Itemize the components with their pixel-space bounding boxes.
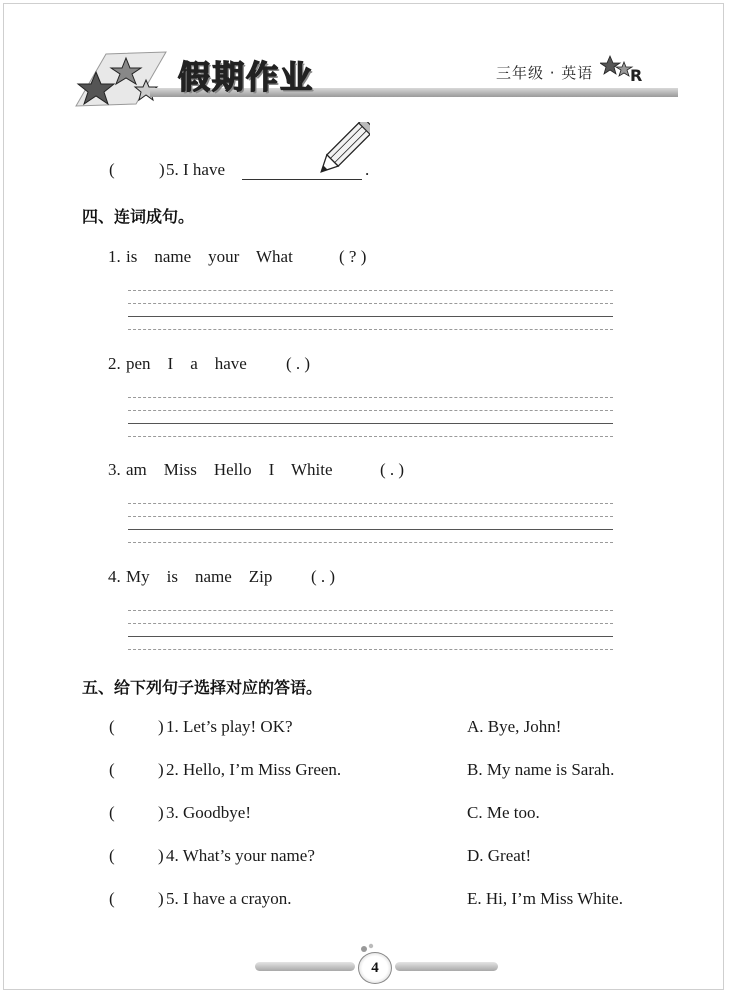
question-text: 4. What’s your name?: [166, 846, 315, 865]
answer-paren-close: ): [159, 160, 165, 179]
answer-option: C. Me too.: [467, 803, 540, 822]
question-text: 3. Goodbye!: [166, 803, 251, 822]
question-text: 1. Let’s play! OK?: [166, 717, 293, 736]
header-grade-subject: 三年级 · 英语: [496, 64, 594, 82]
item-period: .: [365, 160, 370, 179]
answer-paren-open[interactable]: (: [109, 760, 115, 779]
item-number: 3.: [108, 460, 121, 479]
scrambled-words: pen I a have: [126, 354, 247, 373]
answer-paren-close: ): [158, 889, 164, 908]
question-text: 2. Hello, I’m Miss Green.: [166, 760, 342, 779]
section4-heading: 四、连词成句。: [82, 207, 195, 226]
pencil-icon: [312, 122, 370, 182]
answer-paren-close: ): [158, 760, 164, 779]
item-number: 4.: [108, 567, 121, 586]
answer-paren-open[interactable]: (: [109, 717, 115, 736]
answer-option: A. Bye, John!: [467, 717, 562, 736]
page-header: [0, 0, 729, 120]
item-number: 1.: [108, 247, 121, 266]
item-text: 5. I have: [166, 160, 226, 179]
item-number: 2.: [108, 354, 121, 373]
stars-icon: [66, 44, 176, 114]
answer-option: D. Great!: [467, 846, 532, 865]
section5-heading: 五、给下列句子选择对应的答语。: [82, 678, 323, 697]
question-text: 5. I have a crayon.: [166, 889, 292, 908]
answer-paren-open[interactable]: (: [109, 889, 115, 908]
answer-paren-close: ): [158, 717, 164, 736]
footer-bar-right: [395, 962, 498, 971]
header-title: 假期作业: [178, 58, 315, 96]
end-punctuation: ( ? ): [339, 247, 367, 266]
header-edition: R: [630, 66, 643, 85]
scrambled-words: is name your What: [126, 247, 293, 266]
end-punctuation: ( . ): [286, 354, 311, 373]
answer-paren-close: ): [158, 803, 164, 822]
scrambled-words: am Miss Hello I White: [126, 460, 333, 479]
footer-bar-left: [255, 962, 355, 971]
answer-paren-open[interactable]: (: [109, 846, 115, 865]
end-punctuation: ( . ): [311, 567, 336, 586]
answer-option: E. Hi, I’m Miss White.: [467, 889, 623, 908]
answer-paren-open[interactable]: (: [109, 160, 115, 179]
small-stars-icon: [600, 52, 634, 82]
page-number: 4: [358, 952, 392, 984]
answer-option: B. My name is Sarah.: [467, 760, 615, 779]
end-punctuation: ( . ): [380, 460, 405, 479]
scrambled-words: My is name Zip: [126, 567, 273, 586]
answer-paren-open[interactable]: (: [109, 803, 115, 822]
answer-paren-close: ): [158, 846, 164, 865]
